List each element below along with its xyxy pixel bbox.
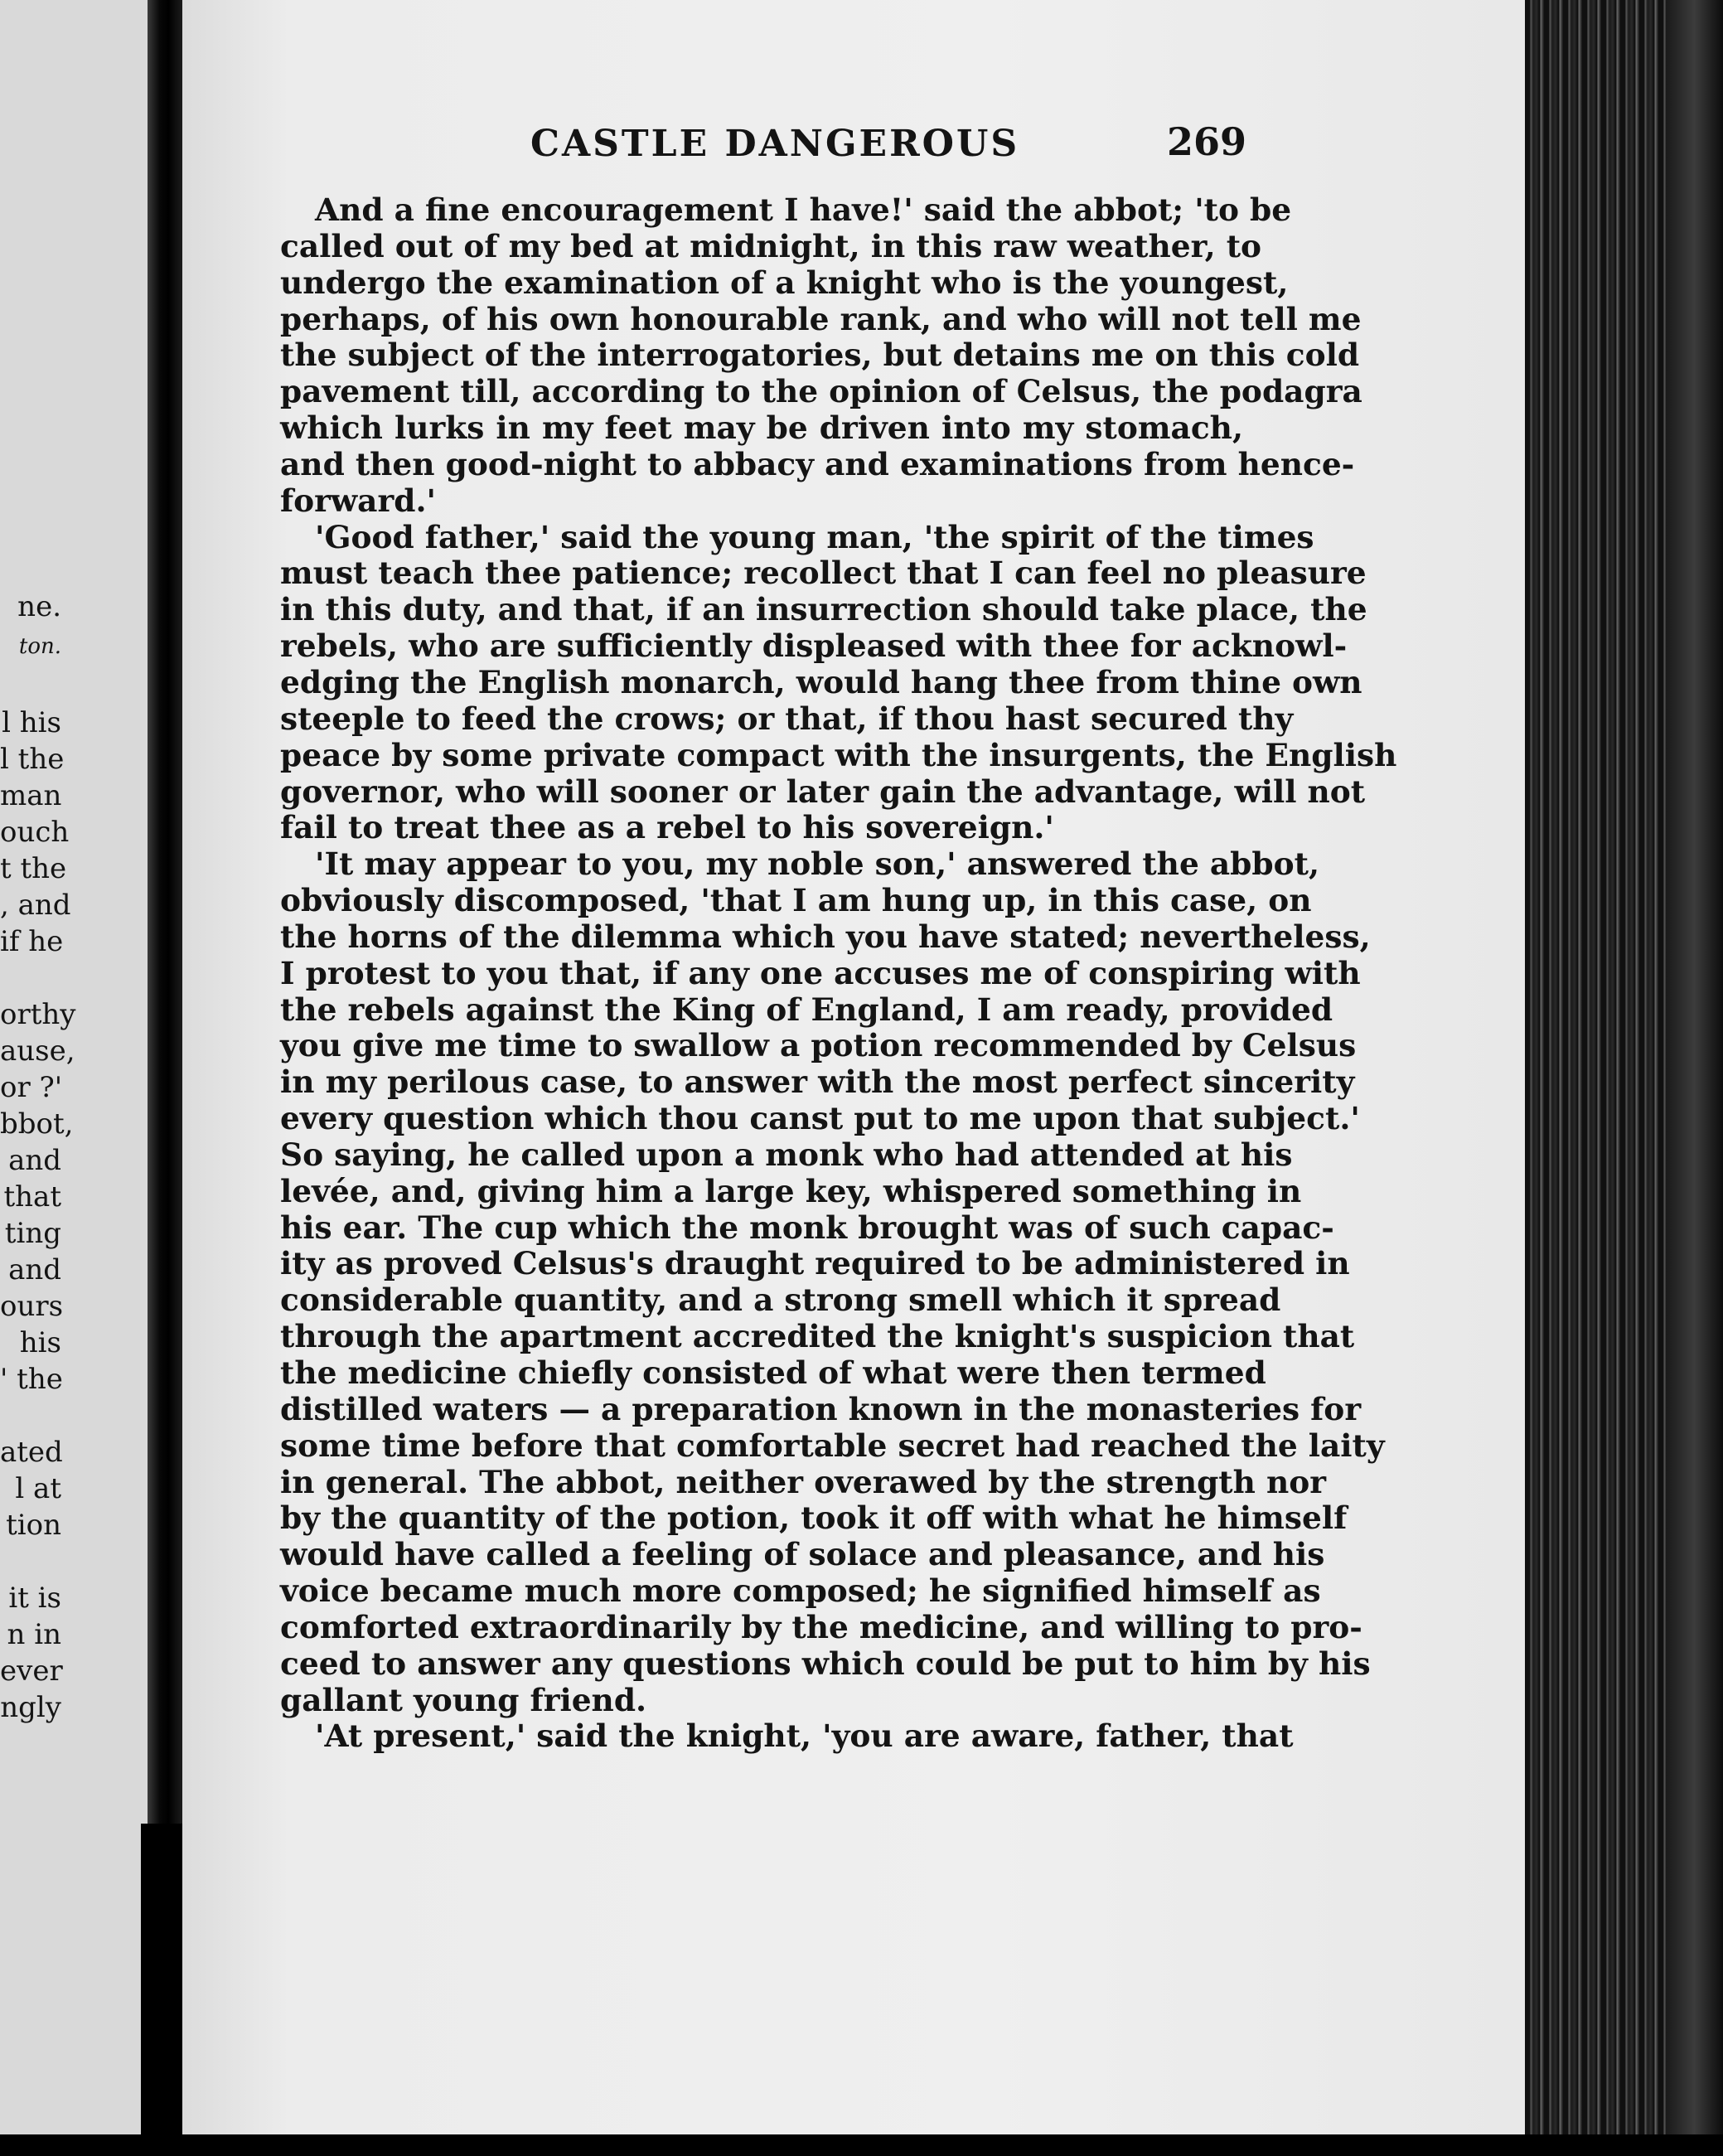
text-line: comforted extraordinarily by the medicine, and willing to pro-	[280, 1608, 1362, 1645]
text-line: perhaps, of his own honourable rank, and who will not tell me	[280, 300, 1362, 337]
text-line: And a fine encouragement I have!' said the abbot; 'to be	[315, 191, 1292, 228]
left-page-fragment: l at	[15, 1472, 61, 1505]
text-line: in this duty, and that, if an insurrection should take place, the	[280, 591, 1367, 628]
left-page-fragment: ever	[0, 1655, 63, 1688]
text-line: obviously discomposed, 'that I am hung up, in this case, on	[280, 882, 1312, 919]
text-line: in general. The abbot, neither overawed by the strength nor	[280, 1463, 1326, 1500]
left-page-fragment: ting	[4, 1217, 61, 1250]
text-line: in my perilous case, to answer with the most perfect sincerity	[280, 1063, 1355, 1101]
text-line: every question which thou canst put to me upon that subject.'	[280, 1100, 1360, 1137]
book-cover-edge	[1666, 0, 1723, 2156]
left-page-fragment: n in	[7, 1618, 61, 1651]
left-page-fragment: tion	[6, 1509, 61, 1542]
text-line: forward.'	[280, 482, 436, 519]
text-line: distilled waters — a preparation known in the monasteries for	[280, 1390, 1362, 1427]
text-line: undergo the examination of a knight who is the youngest,	[280, 264, 1289, 301]
text-line: the medicine chiefly consisted of what were then termed	[280, 1354, 1266, 1391]
running-title: CASTLE DANGEROUS	[530, 123, 1020, 165]
text-line: gallant young friend.	[280, 1681, 647, 1718]
left-page-fragment: t the	[0, 852, 67, 885]
left-page-fragment: ngly	[0, 1691, 61, 1724]
text-line: rebels, who are sufficiently displeased with thee for acknowl-	[280, 627, 1348, 665]
left-page-fragment: and	[8, 1253, 61, 1286]
text-line: by the quantity of the potion, took it off with what he himself	[280, 1500, 1348, 1537]
text-line: 'At present,' said the knight, 'you are aware, father, that	[315, 1718, 1294, 1755]
text-line: would have called a feeling of solace and pleasance, and his	[280, 1536, 1325, 1573]
text-line: through the apartment accredited the knight's suspicion that	[280, 1318, 1355, 1355]
left-page-fragment: ton.	[18, 634, 61, 659]
text-line: considerable quantity, and a strong smell which it spread	[280, 1281, 1281, 1319]
text-line: must teach thee patience; recollect that I can feel no pleasure	[280, 555, 1367, 592]
text-line: fail to treat thee as a rebel to his sovereign.'	[280, 809, 1054, 846]
text-line: and then good-night to abbacy and examinations from hence-	[280, 445, 1355, 482]
text-line: voice became much more composed; he signified himself as	[280, 1572, 1321, 1610]
left-page-fragment: his	[19, 1326, 61, 1359]
page-number: 269	[1167, 119, 1247, 164]
text-line: I protest to you that, if any one accuses me of conspiring with	[280, 954, 1361, 991]
text-line: ceed to answer any questions which could be put to him by his	[280, 1645, 1371, 1682]
text-line: the rebels against the King of England, I am ready, provided	[280, 991, 1333, 1028]
left-page-fragment: ne.	[17, 590, 61, 623]
text-line: ity as proved Celsus's draught required to be administered in	[280, 1245, 1350, 1282]
text-line: you give me time to swallow a potion recommended by Celsus	[280, 1027, 1357, 1064]
left-page-fragment: orthy	[0, 998, 76, 1031]
left-page-fragment: ' the	[0, 1363, 63, 1396]
left-page-fragment: man	[0, 779, 62, 812]
text-line: some time before that comfortable secret had reached the laity	[280, 1427, 1385, 1464]
left-page-fragment: it is	[8, 1582, 61, 1615]
text-line: levée, and, giving him a large key, whispered something in	[280, 1172, 1302, 1209]
text-line: steeple to feed the crows; or that, if thou hast secured thy	[280, 700, 1294, 737]
text-line: So saying, he called upon a monk who had attended at his	[280, 1136, 1293, 1173]
left-page-fragment: bbot,	[0, 1107, 74, 1141]
left-page-fragment: ated	[0, 1436, 63, 1469]
scan-border	[0, 2134, 1723, 2156]
left-page-fragment: and	[8, 1144, 61, 1177]
text-line: edging the English monarch, would hang thee from thine own	[280, 663, 1362, 700]
left-page-fragment: ours	[0, 1290, 64, 1323]
text-line: pavement till, according to the opinion of Celsus, the podagra	[280, 373, 1362, 410]
left-page-fragment: if he	[0, 925, 64, 958]
left-page-fragment: or ?'	[0, 1071, 63, 1104]
left-page-fragment: ause,	[0, 1034, 75, 1068]
left-page-fragment: ouch	[0, 816, 70, 849]
left-page-fragment: l his	[2, 706, 61, 739]
body-text	[280, 191, 1397, 1755]
left-page-fragment: , and	[0, 889, 71, 922]
text-line: which lurks in my feet may be driven into my stomach,	[280, 409, 1243, 447]
text-line: his ear. The cup which the monk brought was of such capac-	[280, 1209, 1334, 1246]
text-line: 'Good father,' said the young man, 'the spirit of the times	[315, 518, 1314, 555]
left-page-fragment: l the	[0, 743, 65, 776]
text-line: the subject of the interrogatories, but detains me on this cold	[280, 337, 1360, 374]
text-line: 'It may appear to you, my noble son,' answered the abbot,	[315, 845, 1319, 883]
text-line: governor, who will sooner or later gain the advantage, will not	[280, 773, 1366, 810]
left-page-fragment: that	[3, 1180, 61, 1214]
text-line: the horns of the dilemma which you have stated; nevertheless,	[280, 918, 1371, 955]
text-line: peace by some private compact with the insurgents, the English	[280, 736, 1397, 773]
text-line: called out of my bed at midnight, in this raw weather, to	[280, 227, 1262, 264]
left-facing-page	[0, 0, 148, 2156]
